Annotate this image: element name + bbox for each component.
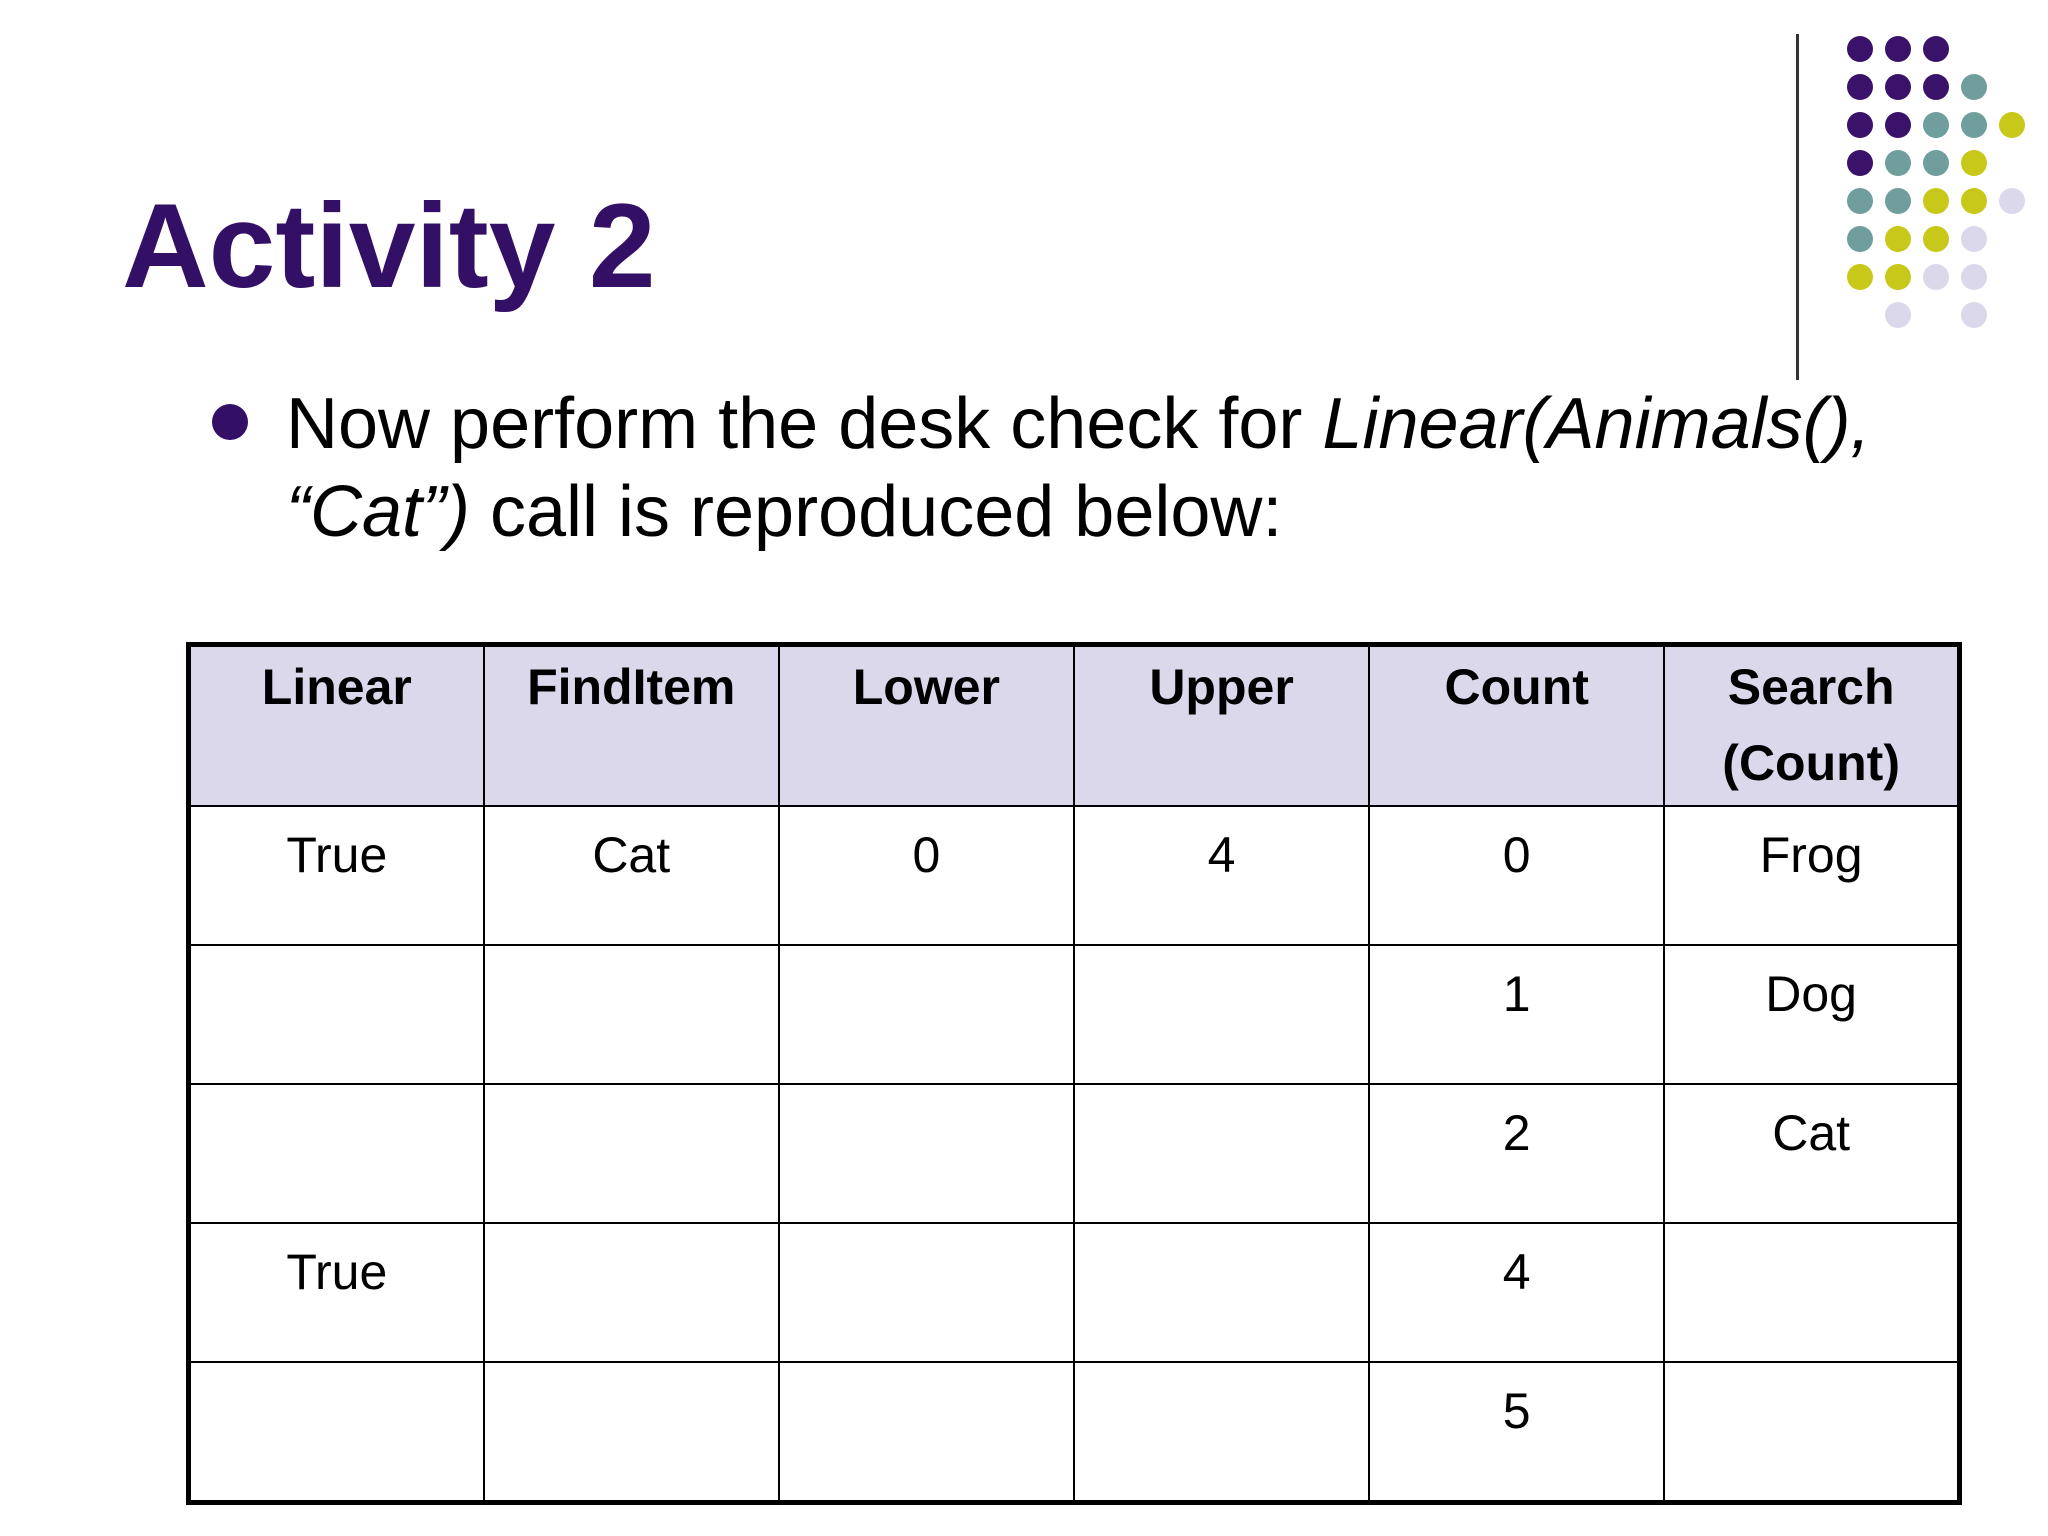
decorative-dot [1885,36,1911,62]
table-cell [189,945,484,1084]
bullet-text-part-1: Now perform the desk check for [286,384,1323,464]
bullet-function-call: Linear(Animals(), “Cat”) [286,384,1871,552]
desk-check-table [186,642,1962,1505]
decorative-dot [1923,188,1949,214]
decorative-dot [1885,150,1911,176]
table-cell [779,1223,1074,1362]
decorative-dot [1885,74,1911,100]
header-linear: Linear [189,645,484,807]
table-cell [779,945,1074,1084]
slide-title: Activity 2 [122,179,656,313]
decorative-dot [1923,150,1949,176]
table-row [189,1362,1960,1503]
header-upper: Upper [1074,645,1369,807]
decorative-dot [1885,188,1911,214]
table-cell [1074,1362,1369,1503]
decorative-dot [1885,112,1911,138]
table-cell: Frog [1664,806,1959,945]
bullet-icon [212,404,248,440]
table-cell [484,945,779,1084]
decorative-dot [1847,36,1873,62]
table-row [189,1223,1960,1362]
decorative-dot [1847,150,1873,176]
table-cell: True [189,806,484,945]
table-cell [1074,1084,1369,1223]
table-cell: 2 [1369,1084,1664,1223]
table-row [189,945,1960,1084]
decorative-dot [1961,150,1987,176]
table-cell [484,1223,779,1362]
table-cell [189,1362,484,1503]
table-cell [779,1362,1074,1503]
table-header-row [189,645,1960,807]
decorative-dot [1961,226,1987,252]
decorative-dot [1923,264,1949,290]
decorative-dot [1847,112,1873,138]
table-cell: 0 [779,806,1074,945]
table-cell [189,1084,484,1223]
decorative-dot [1885,302,1911,328]
decorative-dot [1847,74,1873,100]
table-row [189,806,1960,945]
decorative-dot [1847,264,1873,290]
table-cell: Cat [484,806,779,945]
decorative-dot [1961,74,1987,100]
table-cell: 4 [1074,806,1369,945]
table-cell [1074,945,1369,1084]
table-row [189,1084,1960,1223]
table-cell: True [189,1223,484,1362]
decorative-dot [1847,188,1873,214]
table-cell [1074,1223,1369,1362]
table-cell [779,1084,1074,1223]
table-cell: 1 [1369,945,1664,1084]
table-cell: Cat [1664,1084,1959,1223]
bullet-text [286,380,1986,556]
decorative-dot [1961,264,1987,290]
decorative-dot [1923,226,1949,252]
table-cell [1664,1223,1959,1362]
decorative-dot [1923,36,1949,62]
header-search-count: Search (Count) [1664,645,1959,807]
table-cell: 4 [1369,1223,1664,1362]
table-cell: Dog [1664,945,1959,1084]
decorative-dot [1923,112,1949,138]
decorative-dot [1961,112,1987,138]
vertical-divider [1796,34,1799,380]
decorative-dot [1885,264,1911,290]
decorative-dot [1961,188,1987,214]
decorative-dot [1999,112,2025,138]
decorative-dot [1923,74,1949,100]
table-cell [1664,1362,1959,1503]
decorative-dot [1999,188,2025,214]
header-lower: Lower [779,645,1074,807]
decorative-dot [1961,302,1987,328]
header-finditem: FindItem [484,645,779,807]
table-cell [484,1362,779,1503]
decorative-dot [1885,226,1911,252]
bullet-text-part-2: call is reproduced below: [469,472,1283,552]
table-cell: 5 [1369,1362,1664,1503]
table-cell [484,1084,779,1223]
table-cell: 0 [1369,806,1664,945]
header-count: Count [1369,645,1664,807]
decorative-dot [1847,226,1873,252]
